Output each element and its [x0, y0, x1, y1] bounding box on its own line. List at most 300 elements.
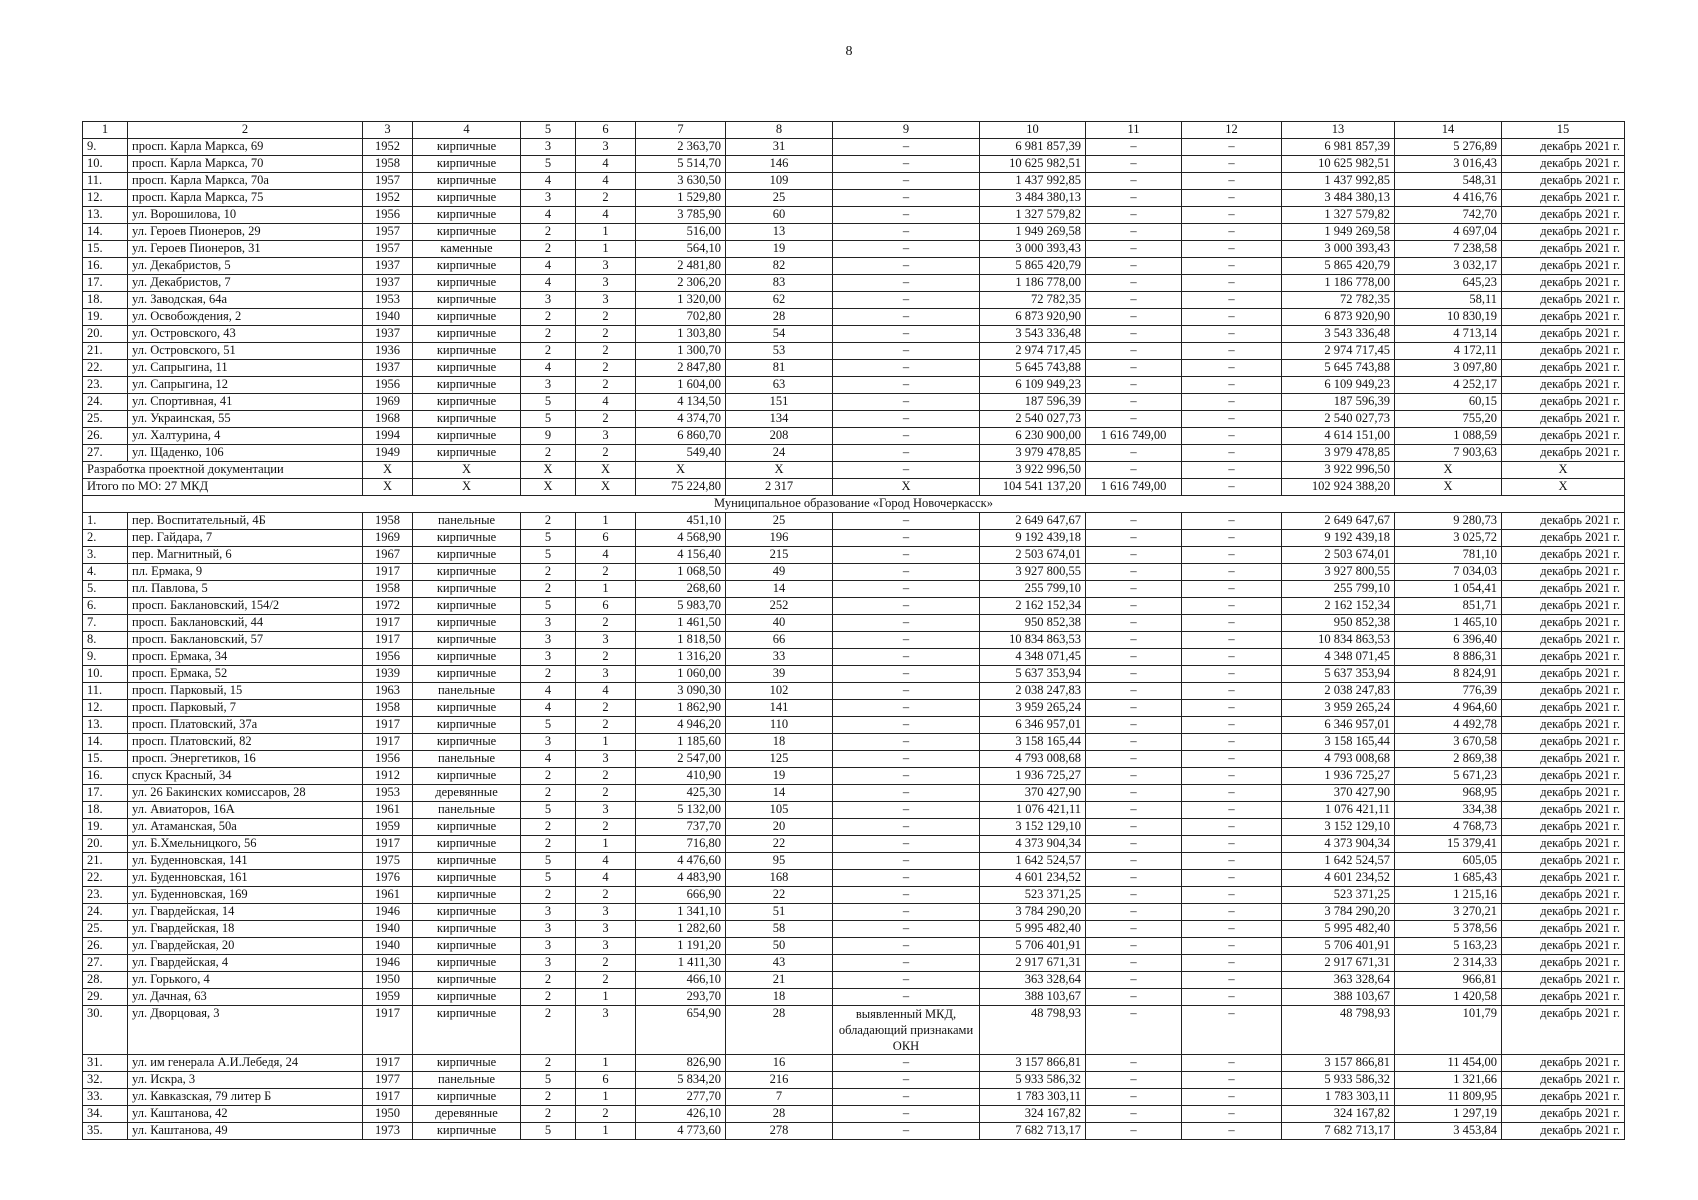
table-cell: 20 [726, 819, 833, 836]
table-cell: – [833, 972, 980, 989]
table-cell: 105 [726, 802, 833, 819]
table-cell: – [1182, 292, 1282, 309]
table-row [83, 224, 1625, 241]
table-cell: – [833, 1089, 980, 1106]
table-cell: 3 [521, 139, 576, 156]
table-cell: – [833, 394, 980, 411]
table-cell: – [833, 904, 980, 921]
table-cell: ул. Героев Пионеров, 31 [128, 241, 363, 258]
table-cell: 16. [83, 768, 128, 785]
table-cell: кирпичные [413, 445, 521, 462]
table-cell: 19. [83, 819, 128, 836]
table-cell: 1 936 725,27 [1282, 768, 1395, 785]
table-cell: – [1086, 734, 1182, 751]
table-cell: 72 782,35 [980, 292, 1086, 309]
table-cell: 3 [576, 139, 636, 156]
table-cell: – [1182, 173, 1282, 190]
table-cell: 10 [980, 122, 1086, 139]
table-cell: просп. Баклановский, 154/2 [128, 598, 363, 615]
table-cell: – [833, 139, 980, 156]
table-cell: – [1086, 1123, 1182, 1140]
table-cell: – [1086, 207, 1182, 224]
table-cell: 5 995 482,40 [980, 921, 1086, 938]
table-cell: – [1182, 768, 1282, 785]
table-cell: 268,60 [636, 581, 726, 598]
table-row [83, 377, 1625, 394]
table-cell: 2 974 717,45 [980, 343, 1086, 360]
table-cell: 1 [576, 581, 636, 598]
table-cell: 1 060,00 [636, 666, 726, 683]
table-cell: 1 297,19 [1395, 1106, 1502, 1123]
table-cell: 3 [576, 1006, 636, 1055]
table-cell: 1956 [363, 751, 413, 768]
table-cell: 4 [521, 275, 576, 292]
table-row [83, 190, 1625, 207]
table-cell: 1961 [363, 887, 413, 904]
houses-table [82, 121, 1625, 1140]
table-cell: декабрь 2021 г. [1502, 785, 1625, 802]
table-cell: 9 192 439,18 [980, 530, 1086, 547]
table-cell: 20. [83, 836, 128, 853]
table-cell: X [726, 462, 833, 479]
table-row [83, 326, 1625, 343]
table-cell: 17. [83, 275, 128, 292]
table-cell: – [833, 751, 980, 768]
table-cell: – [1182, 615, 1282, 632]
table-cell: 6 981 857,39 [1282, 139, 1395, 156]
table-row [83, 972, 1625, 989]
table-cell: 60 [726, 207, 833, 224]
table-cell: 363 328,64 [1282, 972, 1395, 989]
table-row [83, 207, 1625, 224]
table-cell: кирпичные [413, 700, 521, 717]
table-cell: – [833, 241, 980, 258]
table-cell: 1953 [363, 785, 413, 802]
table-cell: 215 [726, 547, 833, 564]
table-cell: 13 [726, 224, 833, 241]
table-cell: 1 320,00 [636, 292, 726, 309]
table-cell: – [1182, 309, 1282, 326]
table-cell: 548,31 [1395, 173, 1502, 190]
table-cell: 7 [726, 1089, 833, 1106]
table-cell: – [833, 360, 980, 377]
table-cell: 16 [726, 1055, 833, 1072]
table-row [83, 700, 1625, 717]
table-cell: 22. [83, 360, 128, 377]
table-cell: кирпичные [413, 343, 521, 360]
table-cell: 6 109 949,23 [980, 377, 1086, 394]
table-row [83, 989, 1625, 1006]
table-cell: 8 [726, 122, 833, 139]
table-cell: 4 793 008,68 [980, 751, 1086, 768]
table-row [83, 1123, 1625, 1140]
table-cell: декабрь 2021 г. [1502, 275, 1625, 292]
table-cell: 1917 [363, 1089, 413, 1106]
table-cell: – [1086, 870, 1182, 887]
table-cell: кирпичные [413, 989, 521, 1006]
table-cell: X [521, 479, 576, 496]
table-cell: 11 454,00 [1395, 1055, 1502, 1072]
table-row [83, 394, 1625, 411]
table-cell: – [1086, 241, 1182, 258]
table-row [83, 241, 1625, 258]
table-cell: – [833, 768, 980, 785]
table-cell: – [1182, 972, 1282, 989]
table-cell: ул. 26 Бакинских комиссаров, 28 [128, 785, 363, 802]
table-cell: – [1086, 326, 1182, 343]
table-cell: 1956 [363, 649, 413, 666]
table-cell: 2 [521, 343, 576, 360]
table-cell: 3 [576, 921, 636, 938]
table-cell: 2 869,38 [1395, 751, 1502, 768]
table-cell: 26. [83, 938, 128, 955]
table-cell: 3 097,80 [1395, 360, 1502, 377]
table-cell: кирпичные [413, 377, 521, 394]
table-cell: 2 [576, 785, 636, 802]
table-cell: 5 [521, 853, 576, 870]
table-cell: 3 000 393,43 [980, 241, 1086, 258]
table-cell: 10 834 863,53 [980, 632, 1086, 649]
table-cell: 7 903,63 [1395, 445, 1502, 462]
table-cell: – [1182, 139, 1282, 156]
table-row [83, 853, 1625, 870]
table-cell: 3 [521, 921, 576, 938]
table-cell: 25. [83, 921, 128, 938]
table-cell: 2 [521, 887, 576, 904]
table-cell: ул. Атаманская, 50а [128, 819, 363, 836]
table-cell: – [1182, 530, 1282, 547]
table-cell: – [1086, 683, 1182, 700]
table-cell: декабрь 2021 г. [1502, 921, 1625, 938]
table-cell: 6 860,70 [636, 428, 726, 445]
table-cell: просп. Баклановский, 44 [128, 615, 363, 632]
table-cell: 21. [83, 343, 128, 360]
table-cell: – [833, 156, 980, 173]
table-cell: декабрь 2021 г. [1502, 428, 1625, 445]
table-cell: 1 215,16 [1395, 887, 1502, 904]
table-cell: 7 [636, 122, 726, 139]
table-cell: кирпичные [413, 156, 521, 173]
table-cell: 11 809,95 [1395, 1089, 1502, 1106]
table-cell: 4 614 151,00 [1282, 428, 1395, 445]
table-row [83, 734, 1625, 751]
table-cell: – [833, 598, 980, 615]
table-cell: 1917 [363, 615, 413, 632]
table-cell: кирпичные [413, 632, 521, 649]
table-cell: 4 [413, 122, 521, 139]
table-cell: ул. Гвардейская, 18 [128, 921, 363, 938]
table-cell: – [1086, 955, 1182, 972]
table-cell: просп. Ермака, 34 [128, 649, 363, 666]
table-cell: 146 [726, 156, 833, 173]
table-cell: кирпичные [413, 292, 521, 309]
table-cell: – [1086, 411, 1182, 428]
table-row [83, 870, 1625, 887]
table-cell: кирпичные [413, 853, 521, 870]
table-cell: 39 [726, 666, 833, 683]
table-cell: 1 616 749,00 [1086, 428, 1182, 445]
table-cell: – [1086, 785, 1182, 802]
table-cell: X [521, 462, 576, 479]
table-cell: 2 [576, 445, 636, 462]
table-cell: панельные [413, 683, 521, 700]
table-cell: 19 [726, 768, 833, 785]
table-cell: 5 645 743,88 [980, 360, 1086, 377]
table-cell: 1 [576, 734, 636, 751]
table-cell: 388 103,67 [1282, 989, 1395, 1006]
table-cell: пл. Ермака, 9 [128, 564, 363, 581]
table-cell: X [1502, 462, 1625, 479]
table-cell: 4 773,60 [636, 1123, 726, 1140]
table-cell: кирпичные [413, 1006, 521, 1055]
table-cell: 4 768,73 [1395, 819, 1502, 836]
table-cell: – [1086, 972, 1182, 989]
table-cell: – [1182, 598, 1282, 615]
table-cell: 82 [726, 258, 833, 275]
table-cell: 2 [576, 326, 636, 343]
table-cell: – [833, 955, 980, 972]
table-cell: 5 378,56 [1395, 921, 1502, 938]
table-cell: спуск Красный, 34 [128, 768, 363, 785]
table-cell: – [1182, 156, 1282, 173]
table-cell: 2 [521, 666, 576, 683]
table-cell: 9 280,73 [1395, 513, 1502, 530]
table-cell: пер. Гайдара, 7 [128, 530, 363, 547]
table-cell: – [1086, 989, 1182, 1006]
table-cell: – [1086, 139, 1182, 156]
table-cell: 18 [726, 989, 833, 1006]
table-cell: 4 348 071,45 [1282, 649, 1395, 666]
table-cell: 1917 [363, 1055, 413, 1072]
table-cell: 4 [576, 870, 636, 887]
table-cell: 3 [521, 649, 576, 666]
table-cell: 3 158 165,44 [1282, 734, 1395, 751]
table-cell: 1952 [363, 190, 413, 207]
table-row [83, 819, 1625, 836]
table-cell: 2 [521, 224, 576, 241]
table-cell: X [363, 479, 413, 496]
table-cell: кирпичные [413, 394, 521, 411]
table-cell: 5 132,00 [636, 802, 726, 819]
table-cell: 3 [576, 428, 636, 445]
table-cell: 410,90 [636, 768, 726, 785]
table-cell: X [1502, 479, 1625, 496]
table-cell: 6 230 900,00 [980, 428, 1086, 445]
table-cell: 3 [576, 751, 636, 768]
table-cell: – [1086, 836, 1182, 853]
table-cell: – [833, 309, 980, 326]
table-cell: 1949 [363, 445, 413, 462]
table-cell: кирпичные [413, 972, 521, 989]
table-cell: 1 529,80 [636, 190, 726, 207]
table-cell: 2 [521, 581, 576, 598]
table-row [83, 530, 1625, 547]
table-cell: – [1182, 955, 1282, 972]
table-cell: 4 [576, 173, 636, 190]
table-cell: 2 503 674,01 [1282, 547, 1395, 564]
table-cell: – [1182, 632, 1282, 649]
table-cell: – [1086, 394, 1182, 411]
table-cell: 2 [521, 326, 576, 343]
table-cell: 3 630,50 [636, 173, 726, 190]
table-cell: 1937 [363, 360, 413, 377]
table-cell: – [1182, 343, 1282, 360]
table-cell: 1917 [363, 717, 413, 734]
table-cell: ул. Островского, 51 [128, 343, 363, 360]
table-cell: 1912 [363, 768, 413, 785]
table-cell: – [833, 632, 980, 649]
table-cell: ул. Дворцовая, 3 [128, 1006, 363, 1055]
table-cell: 2 [521, 989, 576, 1006]
table-cell: 363 328,64 [980, 972, 1086, 989]
table-cell: кирпичные [413, 207, 521, 224]
table-cell: – [1182, 1089, 1282, 1106]
table-cell: 110 [726, 717, 833, 734]
table-cell: 3 016,43 [1395, 156, 1502, 173]
table-cell: 25 [726, 513, 833, 530]
table-cell: – [1086, 1089, 1182, 1106]
table-cell: декабрь 2021 г. [1502, 870, 1625, 887]
page-number: 8 [845, 44, 853, 59]
table-cell: – [1182, 411, 1282, 428]
table-cell: – [1086, 547, 1182, 564]
table-cell: 4 [576, 547, 636, 564]
table-cell: – [833, 377, 980, 394]
table-cell: 10 830,19 [1395, 309, 1502, 326]
table-cell: 2 847,80 [636, 360, 726, 377]
table-row [83, 1055, 1625, 1072]
table-cell: 4 601 234,52 [980, 870, 1086, 887]
table-cell: 5 276,89 [1395, 139, 1502, 156]
table-cell: декабрь 2021 г. [1502, 1055, 1625, 1072]
table-cell: 1963 [363, 683, 413, 700]
table-cell: деревянные [413, 1106, 521, 1123]
table-cell: 3 979 478,85 [1282, 445, 1395, 462]
table-cell: 134 [726, 411, 833, 428]
table-cell: 5 995 482,40 [1282, 921, 1395, 938]
table-cell: 1 604,00 [636, 377, 726, 394]
table-cell: 95 [726, 853, 833, 870]
table-cell: просп. Энергетиков, 16 [128, 751, 363, 768]
table-cell: 1 316,20 [636, 649, 726, 666]
table-cell: – [1182, 1055, 1282, 1072]
table-cell: каменные [413, 241, 521, 258]
table-cell: 968,95 [1395, 785, 1502, 802]
table-cell: 1994 [363, 428, 413, 445]
table-cell: – [1086, 343, 1182, 360]
table-cell: 426,10 [636, 1106, 726, 1123]
table-cell: 4 793 008,68 [1282, 751, 1395, 768]
table-cell: 3 543 336,48 [980, 326, 1086, 343]
table-cell: 10. [83, 156, 128, 173]
table-cell: X [576, 462, 636, 479]
table-cell: 3 [521, 190, 576, 207]
table-cell: 5 706 401,91 [980, 938, 1086, 955]
table-cell: 54 [726, 326, 833, 343]
table-cell: 1958 [363, 700, 413, 717]
table-cell: 25. [83, 411, 128, 428]
table-cell: декабрь 2021 г. [1502, 1106, 1625, 1123]
table-cell: декабрь 2021 г. [1502, 1123, 1625, 1140]
table-cell: 1 068,50 [636, 564, 726, 581]
table-cell: 2 649 647,67 [980, 513, 1086, 530]
section-title: Муниципальное образование «Город Новочеркасск» [83, 496, 1625, 513]
table-cell: декабрь 2021 г. [1502, 173, 1625, 190]
table-cell: 1917 [363, 734, 413, 751]
table-cell: – [1182, 853, 1282, 870]
table-cell: 12 [1182, 122, 1282, 139]
table-cell: – [1182, 224, 1282, 241]
table-cell: 4 [576, 156, 636, 173]
table-cell: декабрь 2021 г. [1502, 972, 1625, 989]
table-cell: – [1182, 802, 1282, 819]
table-cell: 15 379,41 [1395, 836, 1502, 853]
table-cell: 4 [576, 207, 636, 224]
table-cell: 58,11 [1395, 292, 1502, 309]
table-cell: 4 172,11 [1395, 343, 1502, 360]
table-cell: декабрь 2021 г. [1502, 598, 1625, 615]
table-cell: 32. [83, 1072, 128, 1089]
table-cell: 1 [83, 122, 128, 139]
table-cell: – [833, 207, 980, 224]
table-row [83, 360, 1625, 377]
table-cell: декабрь 2021 г. [1502, 530, 1625, 547]
table-cell: 2 [128, 122, 363, 139]
table-cell: просп. Карла Маркса, 69 [128, 139, 363, 156]
table-cell: – [1182, 275, 1282, 292]
table-cell: – [1086, 445, 1182, 462]
table-cell: кирпичные [413, 360, 521, 377]
table-cell: X [413, 462, 521, 479]
table-cell: – [1086, 224, 1182, 241]
table-cell: 3 784 290,20 [1282, 904, 1395, 921]
table-cell: панельные [413, 1072, 521, 1089]
table-row [83, 581, 1625, 598]
table-cell: декабрь 2021 г. [1502, 241, 1625, 258]
table-cell: 23. [83, 887, 128, 904]
table-cell: – [1182, 904, 1282, 921]
table-cell: – [833, 853, 980, 870]
table-cell: 826,90 [636, 1055, 726, 1072]
table-cell: 21 [726, 972, 833, 989]
table-cell: декабрь 2021 г. [1502, 343, 1625, 360]
table-cell: 370 427,90 [980, 785, 1086, 802]
table-cell: 2 317 [726, 479, 833, 496]
table-cell: 10 625 982,51 [1282, 156, 1395, 173]
table-cell: 2 [576, 564, 636, 581]
table-cell: – [833, 887, 980, 904]
table-cell: 3 [576, 632, 636, 649]
table-cell: кирпичные [413, 564, 521, 581]
section-title-row [83, 496, 1625, 513]
table-cell: 1 685,43 [1395, 870, 1502, 887]
table-cell: – [1086, 564, 1182, 581]
table-cell: декабрь 2021 г. [1502, 717, 1625, 734]
table-cell: 6 346 957,01 [1282, 717, 1395, 734]
table-cell: просп. Платовский, 82 [128, 734, 363, 751]
table-cell: – [1182, 581, 1282, 598]
table-cell: 716,80 [636, 836, 726, 853]
table-cell: 13. [83, 207, 128, 224]
table-cell: декабрь 2021 г. [1502, 258, 1625, 275]
table-cell: 1957 [363, 173, 413, 190]
table-cell: 3. [83, 547, 128, 564]
table-cell: – [1086, 649, 1182, 666]
table-cell: 1968 [363, 411, 413, 428]
table-cell: 3 157 866,81 [980, 1055, 1086, 1072]
table-cell: 5 514,70 [636, 156, 726, 173]
table-cell: 3 000 393,43 [1282, 241, 1395, 258]
